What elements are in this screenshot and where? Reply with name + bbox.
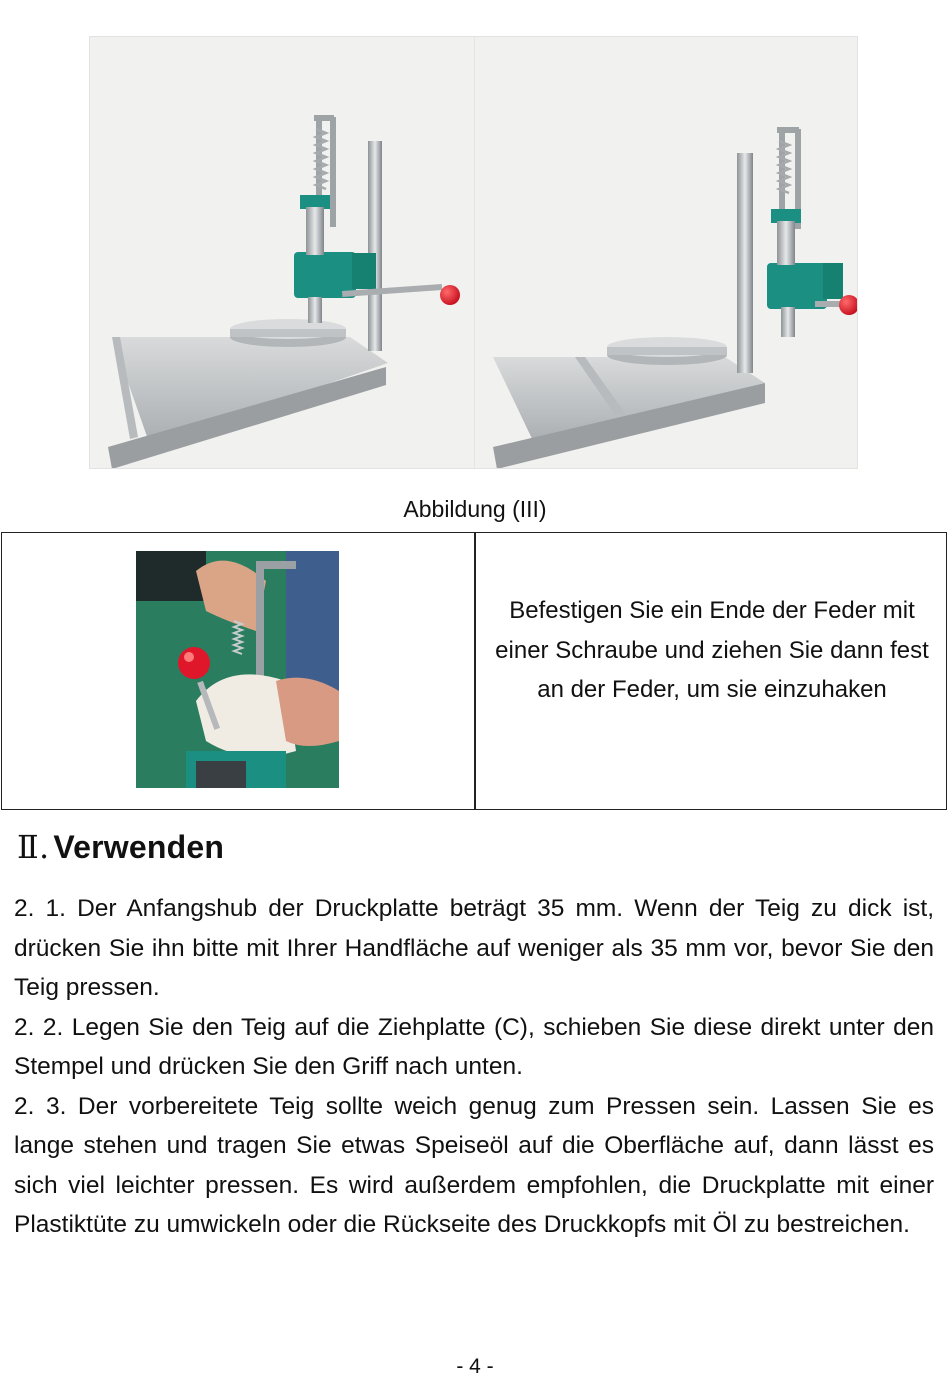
instructions-body (14, 889, 934, 1245)
figure-photos (89, 36, 858, 469)
table-divider (474, 533, 476, 809)
section-heading (17, 828, 224, 866)
machine-photo-right (475, 37, 858, 469)
page-number: - 4 - (456, 1355, 494, 1378)
machine-photo-left (90, 37, 474, 469)
paragraph-2-3: 2. 3. Der vorbereitete Teig sollte weich genug zum Pressen sein. Lassen Sie es lange stehen und tragen Sie etwas Speiseöl auf die Oberfläche auf, dann lässt es sich viel leichter pressen. Es wird außerdem empfohlen, die Druckplatte mit einer Plastiktüte zu umwickeln oder die Rückseite des Druckkopfs mit Öl zu bestreichen. (14, 1092, 934, 1238)
section-title: Verwenden (53, 829, 225, 865)
paragraph-2-1: 2. 1. Der Anfangshub der Druckplatte beträgt 35 mm. Wenn der Teig zu dick ist, drücken Sie ihn bitte mit Ihrer Handfläche auf weniger als 35 mm vor, bevor Sie den Teig pressen. (14, 895, 934, 1001)
step-table (1, 532, 947, 810)
section-number: Ⅱ. (17, 828, 50, 866)
spring-attach-photo (136, 551, 339, 788)
figure-caption: Abbildung (III) (403, 496, 547, 522)
step-instruction: Befestigen Sie ein Ende der Feder mit einer Schraube und ziehen Sie dann fest an der Feder, um sie einzuhaken (495, 597, 929, 703)
paragraph-2-2: 2. 2. Legen Sie den Teig auf die Ziehplatte (C), schieben Sie diese direkt unter den Stempel und drücken Sie den Griff nach unten. (14, 1013, 934, 1080)
